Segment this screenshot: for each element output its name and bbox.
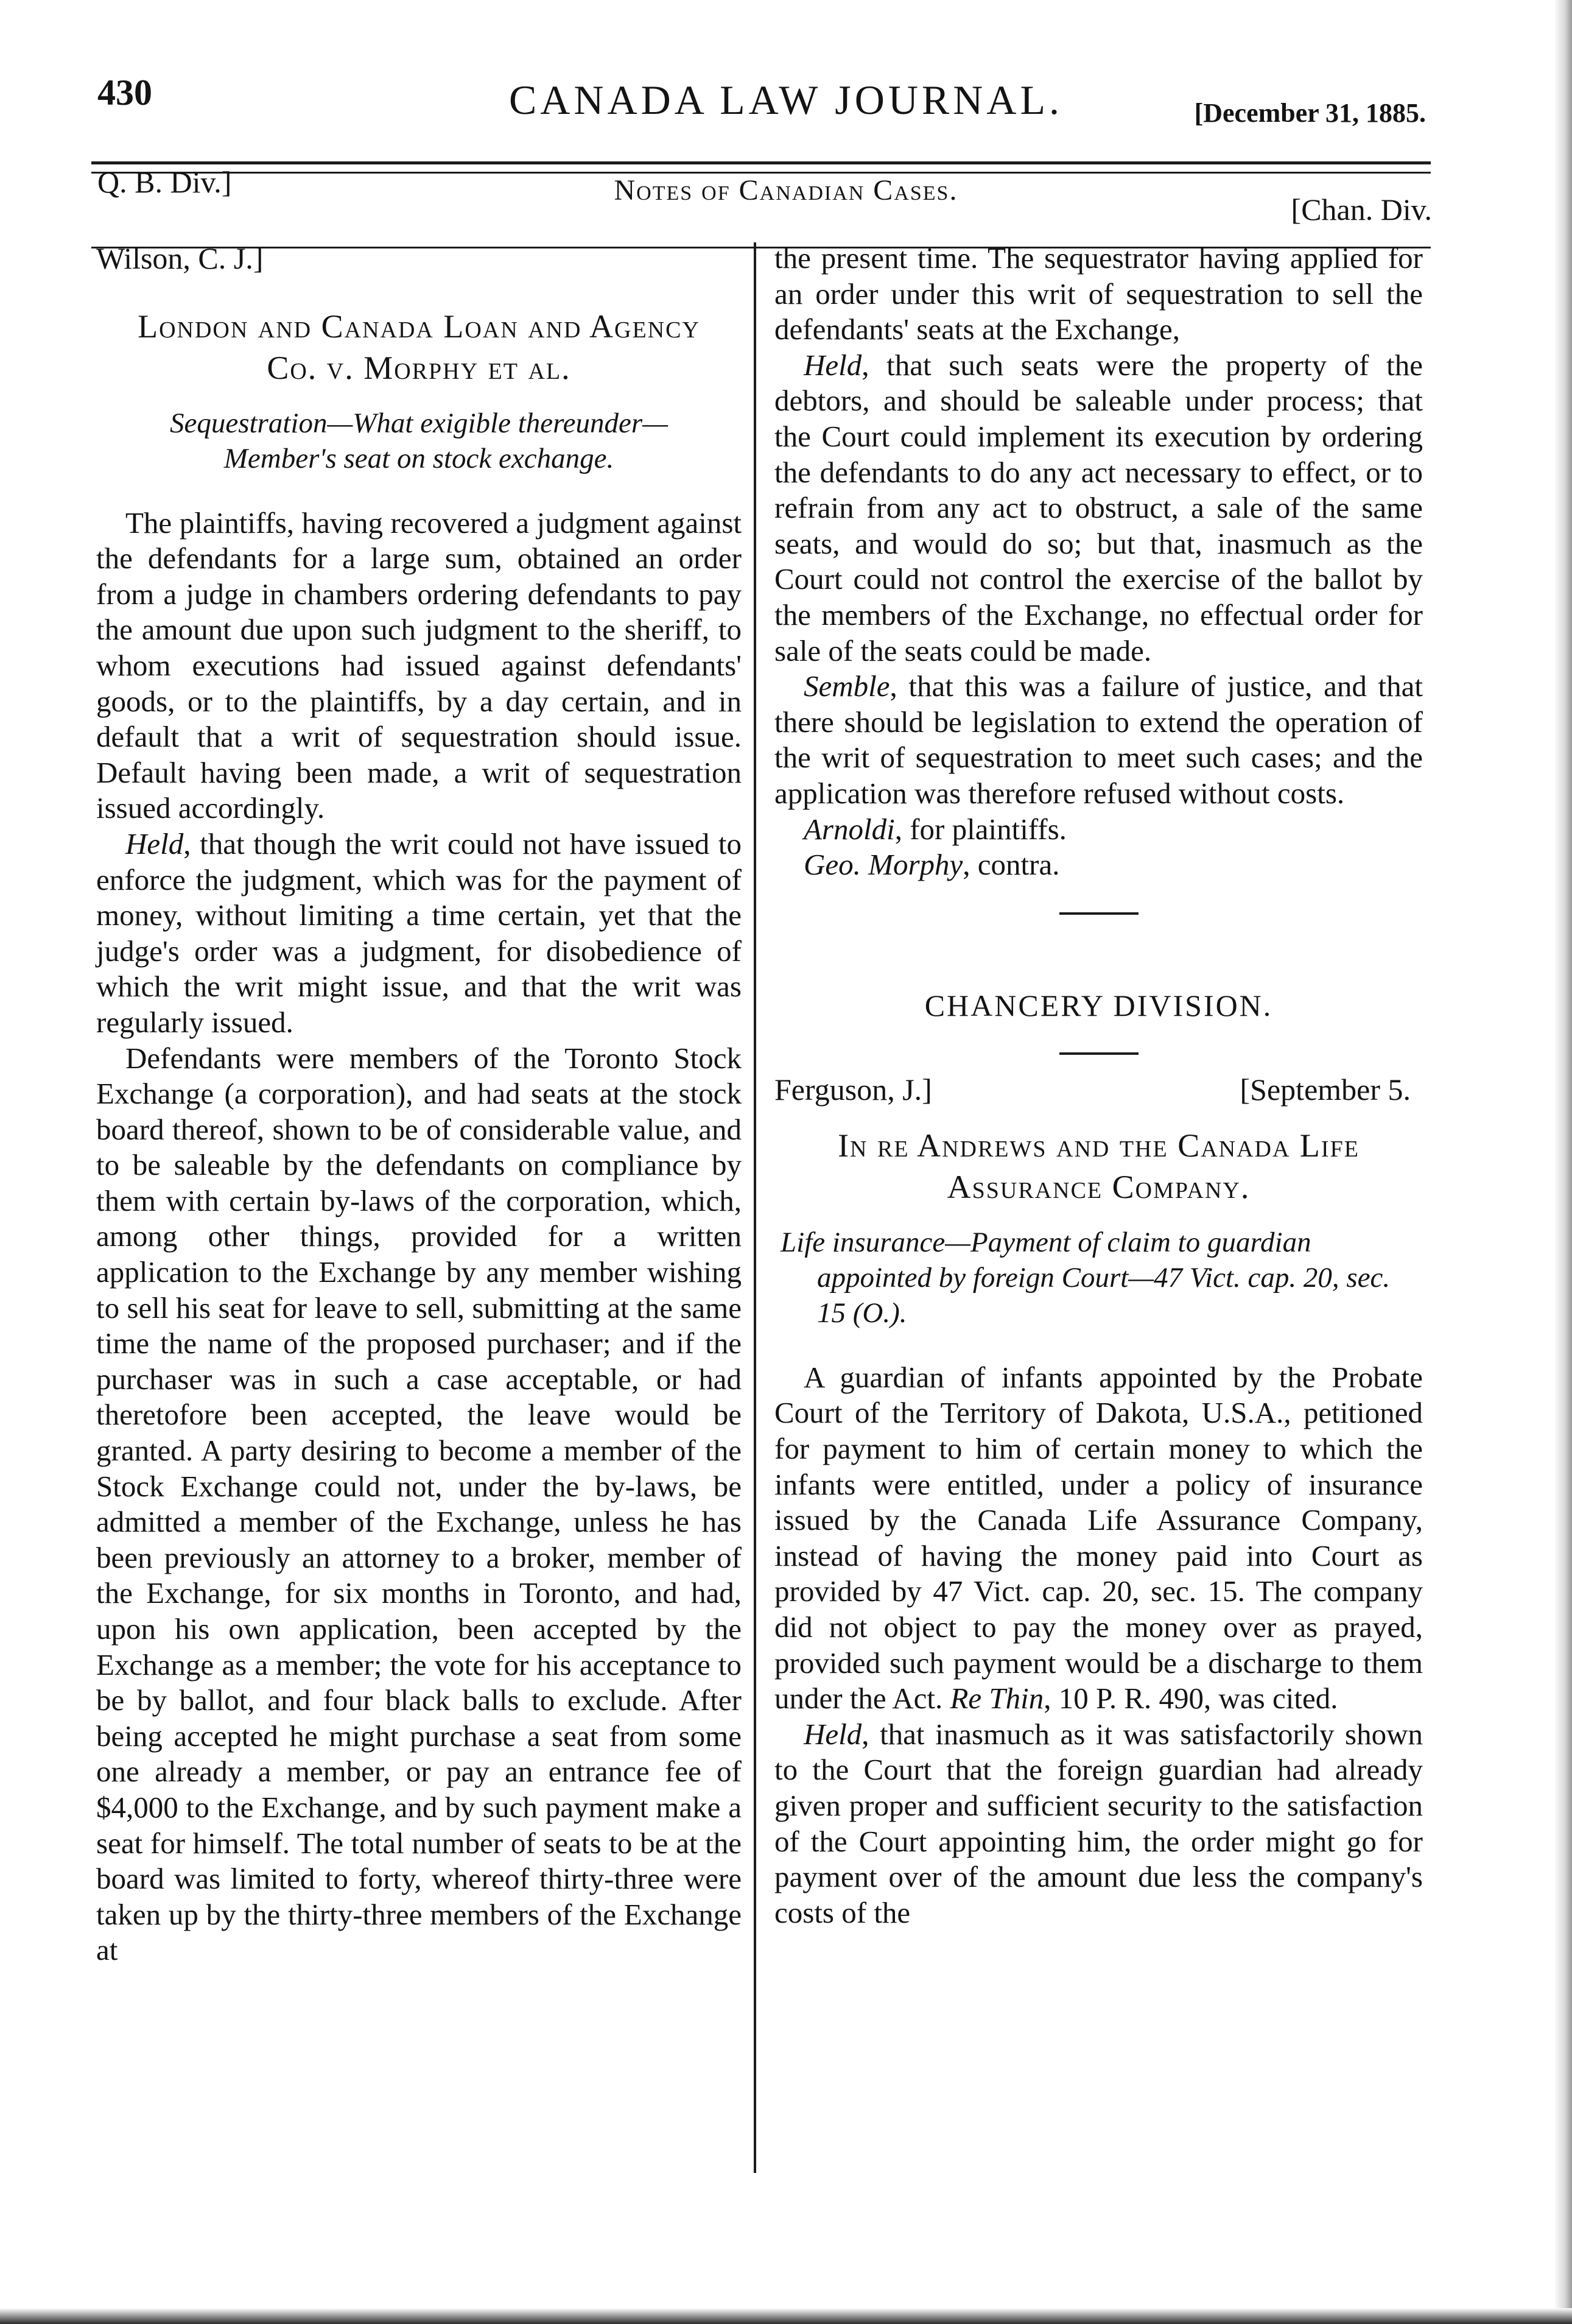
scan-bottom-edge <box>0 2308 1572 2324</box>
held-label: Held <box>804 1717 862 1751</box>
counsel-name: Geo. Morphy <box>804 848 963 882</box>
held-label: Held <box>804 348 862 382</box>
page-number: 430 <box>97 72 152 113</box>
case2-date: [September 5. <box>1240 1072 1411 1107</box>
column-divider <box>754 242 756 2173</box>
held-text: , that though the writ could not have issued to enforce the judgment, which was for the payment of money, without limiting a time certain, yet that the judge's order was a judgment, for disobedience of which the writ might issue, and that the writ was regularly issued. <box>96 826 742 1039</box>
case1-continuation: the present time. The sequestrator having applied for an order under this writ of sequestration to sell the defendants' seats at the Exchange, <box>774 241 1423 347</box>
held-label: Held <box>125 826 184 861</box>
case2-title-line2: Assurance Company. <box>947 1168 1251 1205</box>
division-left-label: Q. B. Div.] <box>97 165 232 199</box>
case2-facts-paragraph <box>774 1360 1423 1717</box>
left-column <box>96 241 742 1968</box>
section-heading: CHANCERY DIVISION. <box>924 988 1273 1023</box>
case1-held2-paragraph <box>774 348 1423 669</box>
case1-exchange-paragraph: Defendants were members of the Toronto Stock Exchange (a corporation), and had seats at the stock board thereof, shown to be of considerable value, and to be saleable by the defendants on compliance by them with certain by-laws of the corporation, which, among other things, provided for a written application to the Exchange by any member wishing to sell his seat for leave to sell, submitting at the same time the name of the proposed purchaser; and if the purchaser was in such a case acceptable, or had theretofore been accepted, the leave would be granted. A party desiring to become a member of the Stock Exchange could not, under the by-laws, be admitted a member of the Exchange, unless he has been previously an attorney to a broker, member of the Exchange, for six months in Toronto, and had, upon his own application, been accepted by the Exchange as a member; the vote for his acceptance to be by ballot, and four black balls to exclude. After being accepted he might purchase a seat from some one already a member, or pay an entrance fee of $4,000 to the Exchange, and by such payment make a seat for himself. The total number of seats to be at the board was limited to forty, whereof thirty-three were taken up by the thirty-three members of the Exchange at <box>96 1041 742 1967</box>
case2-judge-date-row <box>774 1072 1423 1108</box>
counsel-contra <box>774 847 1423 883</box>
case1-held-paragraph <box>96 826 742 1041</box>
held-text: , that inasmuch as it was satisfactorily shown to the Court that the foreign guardian had already given proper and sufficient security to the satisfaction of the Court appointing him, the order might go for payment over of the amount due less the company's costs of the <box>774 1717 1423 1929</box>
counsel-role: , contra. <box>963 848 1060 882</box>
case2-title-line1: In re Andrews and the Canada Life <box>838 1127 1360 1164</box>
semble-label: Semble <box>804 669 890 703</box>
issue-date: [December 31, 1885. <box>1194 98 1426 128</box>
case2-judge: Ferguson, J.] <box>774 1072 932 1107</box>
counsel-plaintiffs <box>774 812 1423 848</box>
case1-title-line2: Co. v. Morphy et al. <box>267 349 571 386</box>
case-citation: Re Thin <box>950 1681 1044 1716</box>
section-running-title: Notes of Canadian Cases. <box>614 174 958 206</box>
held-text: , that such seats were the property of the debtors, and should be saleable under process; that the Court could implement its execution by ordering the defendants to do any act necessary to effect, or to refrain from any act to obstruct, a sale of the same seats, and would do so; but that, inasmuch as the Court could not control the exercise of the ballot by the members of the Exchange, no effectual order for sale of the seats could be made. <box>774 348 1423 667</box>
case2-headnote: Life insurance—Payment of claim to guardian appointed by foreign Court—47 Vict. cap. 20, sec. 15 (O.). <box>781 1226 1391 1329</box>
semble-text: , that this was a failure of justice, and that there should be legislation to extend the operation of the writ of sequestration to meet such cases; and the application was therefore refused without costs. <box>774 669 1423 810</box>
right-column <box>774 241 1423 1931</box>
facts-text: A guardian of infants appointed by the Probate Court of the Territory of Dakota, U.S.A., petitioned for payment to him of certain money to which the infants were entitled, under a policy of insurance issued by the Canada Life Assurance Company, instead of having the money paid into Court as provided by 47 Vict. cap. 20, sec. 15. The company did not object to pay the money over as prayed, provided such payment would be a discharge to them under the Act. <box>774 1360 1423 1716</box>
division-right-label: [Chan. Div. <box>1291 192 1432 227</box>
header-rule-thick <box>91 161 1431 164</box>
counsel-name: Arnoldi <box>804 812 895 846</box>
page-edge-shadow <box>1554 0 1572 2324</box>
case1-facts-paragraph: The plaintiffs, having recovered a judgment against the defendants for a large sum, obtained an order from a judge in chambers ordering defendants to pay the amount due upon such judgment to the sheriff, to whom executions had issued against defendants' goods, or to the plaintiffs, by a day certain, and in default that a writ of sequestration should issue. Default having been made, a writ of sequestration issued accordingly. <box>96 505 742 825</box>
counsel-role: , for plaintiffs. <box>894 812 1067 846</box>
case1-semble-paragraph <box>774 669 1423 811</box>
journal-title: CANADA LAW JOURNAL. <box>508 77 1064 123</box>
case1-headnote: Sequestration—What exigible thereunder—Member's seat on stock exchange. <box>169 407 668 474</box>
case1-title-line1: London and Canada Loan and Agency <box>138 308 700 345</box>
case2-held-paragraph <box>774 1717 1423 1931</box>
citation-reference: , 10 P. R. 490, was cited. <box>1044 1681 1338 1716</box>
case1-judge: Wilson, C. J.] <box>96 241 264 275</box>
